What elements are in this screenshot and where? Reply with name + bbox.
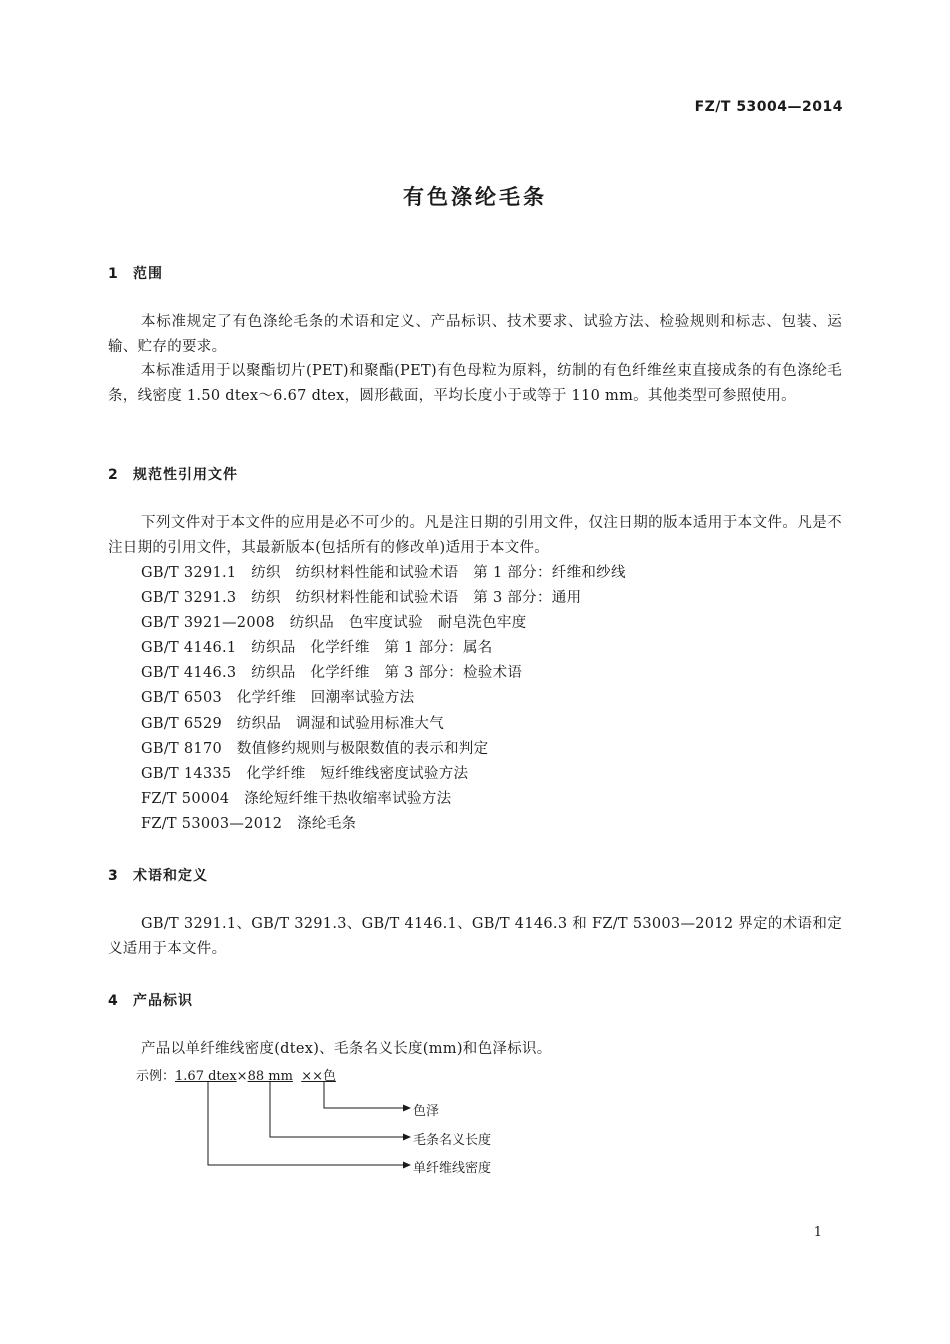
example-label: 示例：	[136, 1069, 176, 1084]
section-title: 术语和定义	[133, 868, 208, 884]
color-leader-line	[324, 1081, 404, 1108]
section-number: 1	[108, 266, 119, 282]
section-number: 4	[108, 993, 119, 1009]
density-leader-line	[208, 1081, 404, 1165]
arrow-head	[403, 1134, 411, 1141]
reference-item: GB/T 3291.1 纺织 纺织材料性能和试验术语 第 1 部分：纤维和纱线	[141, 565, 626, 581]
example-times: ×	[236, 1069, 248, 1084]
section-1-paragraph-1: 本标准规定了有色涤纶毛条的术语和定义、产品标识、技术要求、试验方法、检验规则和标志、包装、运输、贮存的要求。	[108, 314, 842, 355]
length-leader-line	[270, 1081, 404, 1137]
example-density: 1.67 dtex	[175, 1069, 237, 1084]
callout-color: 色泽	[413, 1104, 440, 1119]
section-title: 产品标识	[133, 993, 193, 1009]
reference-item: GB/T 3291.3 纺织 纺织材料性能和试验术语 第 3 部分：通用	[141, 590, 582, 607]
reference-item: FZ/T 50004 涤纶短纤维干热收缩率试验方法	[141, 790, 452, 807]
reference-item: GB/T 14335 化学纤维 短纤维线密度试验方法	[141, 765, 469, 782]
reference-item: GB/T 4146.3 纺织品 化学纤维 第 3 部分：检验术语	[141, 665, 523, 682]
document-title: 有色涤纶毛条	[403, 185, 547, 209]
reference-item: GB/T 6529 纺织品 调湿和试验用标准大气	[141, 715, 445, 732]
reference-item: FZ/T 53003—2012 涤纶毛条	[141, 815, 357, 832]
reference-item: GB/T 6503 化学纤维 回潮率试验方法	[141, 690, 415, 707]
section-4-paragraph-1: 产品以单纤维线密度(dtex)、毛条名义长度(mm)和色泽标识。	[141, 1041, 552, 1057]
example-color: ××色	[301, 1069, 336, 1084]
section-title: 规范性引用文件	[133, 467, 238, 483]
section-2-paragraph-1: 下列文件对于本文件的应用是必不可少的。凡是注日期的引用文件，仅注日期的版本适用于本文件。凡是不注日期的引用文件，其最新版本(包括所有的修改单)适用于本文件。	[108, 515, 842, 556]
reference-item: GB/T 8170 数值修约规则与极限数值的表示和判定	[141, 740, 489, 757]
reference-item: GB/T 4146.1 纺织品 化学纤维 第 1 部分：属名	[141, 640, 493, 657]
arrow-head	[403, 1162, 411, 1169]
arrow-head	[403, 1105, 411, 1112]
section-number: 2	[108, 467, 119, 483]
page-number: 1	[813, 1225, 822, 1240]
section-title: 范围	[133, 266, 163, 282]
example-length: 88 mm	[247, 1069, 293, 1084]
standard-code: FZ/T 53004—2014	[694, 99, 843, 115]
reference-item: GB/T 3921—2008 纺织品 色牢度试验 耐皂洗色牢度	[141, 615, 527, 632]
section-1-paragraph-2: 本标准适用于以聚酯切片(PET)和聚酯(PET)有色母粒为原料，纺制的有色纤维丝束直接成条的有色涤纶毛条，线密度 1.50 dtex～6.67 dtex，圆形截面，平均长度小于或等于 110 mm。其他类型可参照使用。	[108, 363, 842, 404]
callout-density: 单纤维线密度	[413, 1161, 492, 1176]
callout-length: 毛条名义长度	[413, 1133, 492, 1148]
section-3-paragraph-1: GB/T 3291.1、GB/T 3291.3、GB/T 4146.1、GB/T 4146.3 和 FZ/T 53003—2012 界定的术语和定义适用于本文件。	[108, 916, 842, 957]
section-number: 3	[108, 868, 119, 884]
